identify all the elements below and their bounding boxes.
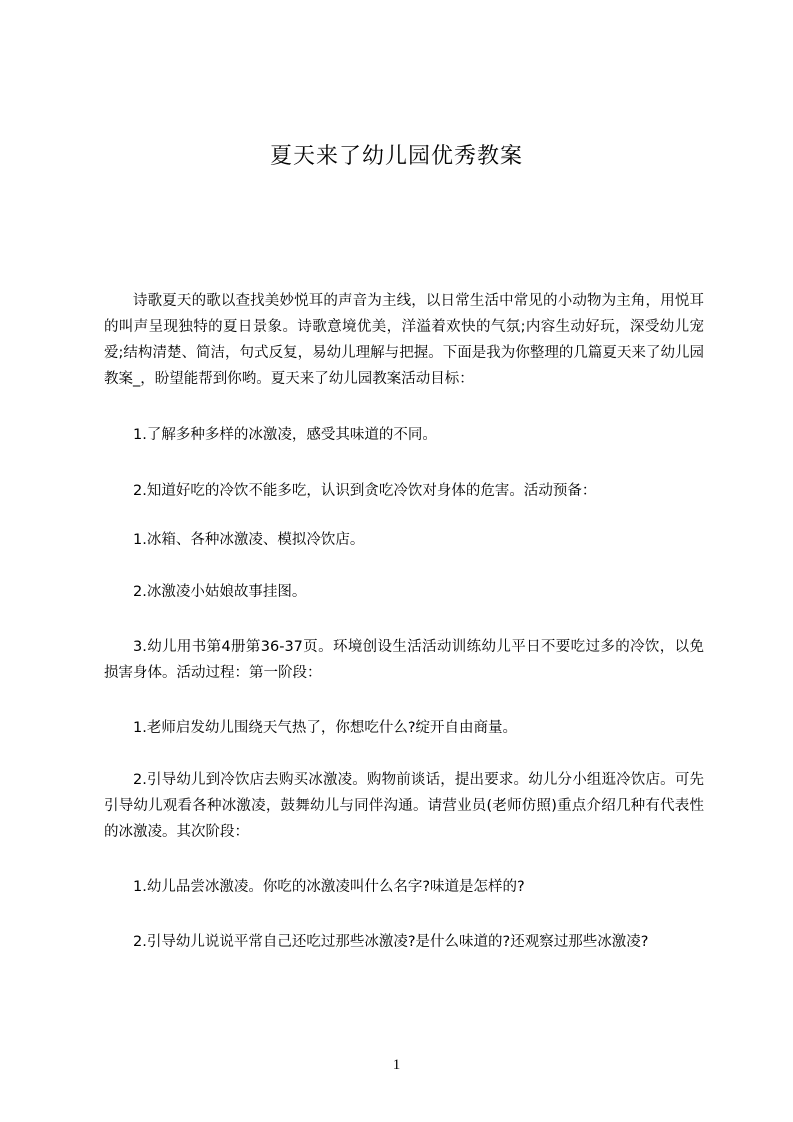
goal-item-2: 2.知道好吃的冷饮不能多吃，认识到贪吃冷饮对身体的危害。活动预备： <box>133 483 597 499</box>
process-item-1: 1.老师启发幼儿围绕天气热了，你想吃什么?绽开自由商量。 <box>133 720 518 736</box>
stage2-item-1: 1.幼儿品尝冰激凌。你吃的冰激凌叫什么名字?味道是怎样的? <box>133 879 525 895</box>
stage2-item-2: 2.引导幼儿说说平常自己还吃过那些冰激凌?是什么味道的?还观察过那些冰激凌? <box>133 934 649 950</box>
prep-item-3: 3.幼儿用书第4册第36-37页。环境创设生活活动训练幼儿平日不要吃过多的冷饮，以免损害身体。活动过程：第一阶段： <box>104 639 704 681</box>
prep-item-1: 1.冰箱、各种冰激凌、模拟冷饮店。 <box>133 532 365 548</box>
document-title: 夏天来了幼儿园优秀教案 <box>269 144 523 169</box>
process-item-2: 2.引导幼儿到冷饮店去购买冰激凌。购物前谈话，提出要求。幼儿分小组逛冷饮店。可先引导幼儿观看各种冰激凌，鼓舞幼儿与同伴沟通。请营业员(老师仿照)重点介绍几种有代表性的冰激凌。其次阶段： <box>104 772 704 840</box>
page-number: 1 <box>392 1057 401 1073</box>
prep-item-2: 2.冰激凌小姑娘故事挂图。 <box>133 584 307 600</box>
intro-paragraph: 诗歌夏天的歌以查找美妙悦耳的声音为主线，以日常生活中常见的小动物为主角，用悦耳的叫声呈现独特的夏日景象。诗歌意境优美，洋溢着欢快的气氛;内容生动好玩，深受幼儿宠爱;结构清楚、简洁，句式反复，易幼儿理解与把握。下面是我为你整理的几篇夏天来了幼儿园教案_，盼望能帮到你哟。夏天来了幼儿园教案活动目标： <box>104 293 704 387</box>
goal-item-1: 1.了解多种多样的冰激凌，感受其味道的不同。 <box>133 427 437 443</box>
